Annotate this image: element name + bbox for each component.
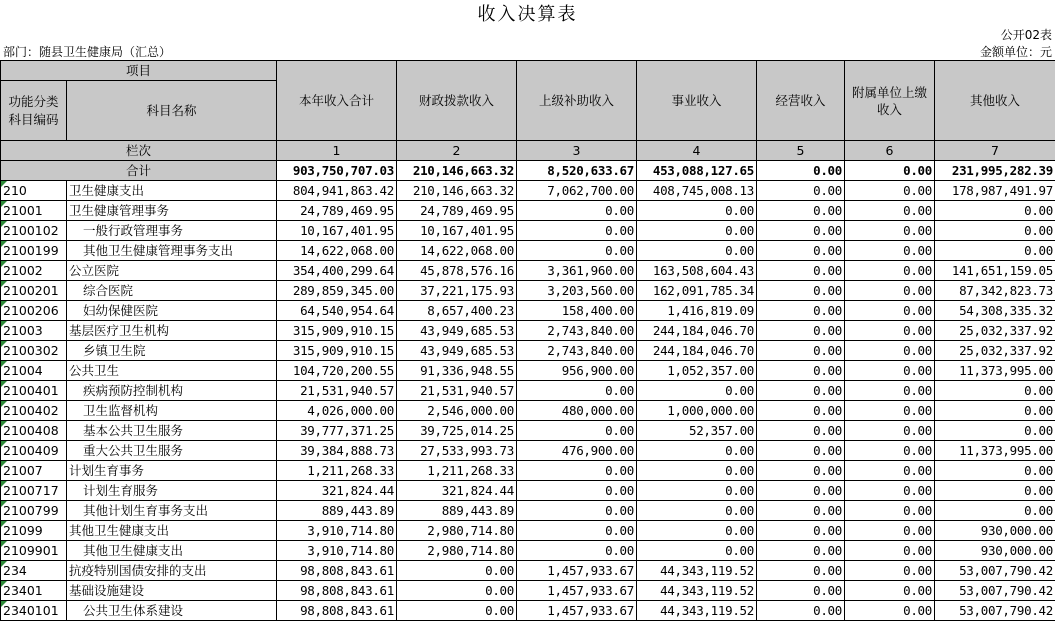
amount-cell[interactable]: 0.00: [845, 521, 935, 541]
amount-unit-label: 金额单位：元: [979, 45, 1052, 59]
amount-cell[interactable]: 37,221,175.93: [397, 281, 517, 301]
amount-cell[interactable]: 39,725,014.25: [397, 421, 517, 441]
table-row: [1, 221, 1055, 241]
amount-cell[interactable]: 0.00: [935, 461, 1055, 481]
index-num: 3: [517, 141, 637, 161]
table-row: [1, 321, 1055, 341]
amount-cell[interactable]: 1,211,268.33: [397, 461, 517, 481]
amount-cell[interactable]: 1,211,268.33: [277, 461, 397, 481]
amount-cell[interactable]: 52,357.00: [637, 421, 757, 441]
amount-cell[interactable]: 2,743,840.00: [517, 321, 637, 341]
subject-name-cell[interactable]: 公共卫生体系建设: [67, 601, 277, 621]
amount-cell[interactable]: 889,443.89: [397, 501, 517, 521]
amount-cell[interactable]: 0.00: [517, 501, 637, 521]
table-row: [1, 241, 1055, 261]
amount-cell[interactable]: 10,167,401.95: [397, 221, 517, 241]
amount-cell[interactable]: 39,777,371.25: [277, 421, 397, 441]
function-code-cell[interactable]: 2100409: [1, 441, 67, 461]
header-operating[interactable]: 经营收入: [757, 61, 845, 141]
subject-name-cell[interactable]: 其他卫生健康管理事务支出: [67, 241, 277, 261]
amount-cell[interactable]: 0.00: [517, 201, 637, 221]
header-subject-name[interactable]: 科目名称: [67, 81, 277, 141]
amount-cell[interactable]: 889,443.89: [277, 501, 397, 521]
table-row: [1, 521, 1055, 541]
amount-cell[interactable]: 0.00: [637, 221, 757, 241]
amount-cell[interactable]: 0.00: [517, 481, 637, 501]
amount-cell[interactable]: 25,032,337.92: [935, 341, 1055, 361]
amount-cell[interactable]: 87,342,823.73: [935, 281, 1055, 301]
amount-cell[interactable]: 0.00: [637, 521, 757, 541]
table-row: [1, 301, 1055, 321]
amount-cell[interactable]: 1,052,357.00: [637, 361, 757, 381]
subject-name-cell[interactable]: 疾病预防控制机构: [67, 381, 277, 401]
amount-cell[interactable]: 930,000.00: [935, 521, 1055, 541]
total-cell[interactable]: 8,520,633.67: [517, 161, 637, 181]
amount-cell[interactable]: 4,026,000.00: [277, 401, 397, 421]
amount-cell[interactable]: 0.00: [935, 481, 1055, 501]
amount-cell[interactable]: 14,622,068.00: [277, 241, 397, 261]
amount-cell[interactable]: 2,980,714.80: [397, 541, 517, 561]
subject-name-cell[interactable]: 计划生育服务: [67, 481, 277, 501]
table-body: [1, 181, 1055, 621]
total-cell[interactable]: 903,750,707.03: [277, 161, 397, 181]
amount-cell[interactable]: 0.00: [757, 381, 845, 401]
amount-cell[interactable]: 0.00: [845, 401, 935, 421]
amount-cell[interactable]: 44,343,119.52: [637, 581, 757, 601]
function-code-cell[interactable]: 2100402: [1, 401, 67, 421]
amount-cell[interactable]: 0.00: [845, 581, 935, 601]
amount-cell[interactable]: 244,184,046.70: [637, 341, 757, 361]
amount-cell[interactable]: 0.00: [845, 321, 935, 341]
total-cell[interactable]: 453,088,127.65: [637, 161, 757, 181]
amount-cell[interactable]: 0.00: [845, 561, 935, 581]
amount-cell[interactable]: 21,531,940.57: [277, 381, 397, 401]
amount-cell[interactable]: 0.00: [845, 301, 935, 321]
amount-cell[interactable]: 7,062,700.00: [517, 181, 637, 201]
table-row: [1, 501, 1055, 521]
amount-cell[interactable]: 2,980,714.80: [397, 521, 517, 541]
amount-cell[interactable]: 321,824.44: [277, 481, 397, 501]
amount-cell[interactable]: 0.00: [757, 221, 845, 241]
table-row: [1, 281, 1055, 301]
amount-cell[interactable]: 0.00: [517, 381, 637, 401]
table-row: [1, 201, 1055, 221]
amount-cell[interactable]: 315,909,910.15: [277, 321, 397, 341]
index-num: 7: [935, 141, 1055, 161]
amount-cell[interactable]: 0.00: [845, 281, 935, 301]
total-row-label: 合计: [1, 161, 277, 181]
subject-name-cell[interactable]: 基本公共卫生服务: [67, 421, 277, 441]
table-row: [1, 601, 1055, 621]
amount-cell[interactable]: 0.00: [757, 361, 845, 381]
function-code-cell[interactable]: 2100206: [1, 301, 67, 321]
table-row: [1, 401, 1055, 421]
function-code-cell[interactable]: 23401: [1, 581, 67, 601]
amount-cell[interactable]: 0.00: [757, 481, 845, 501]
amount-cell[interactable]: 3,361,960.00: [517, 261, 637, 281]
amount-cell[interactable]: 289,859,345.00: [277, 281, 397, 301]
amount-cell[interactable]: 3,203,560.00: [517, 281, 637, 301]
amount-cell[interactable]: 43,949,685.53: [397, 321, 517, 341]
amount-cell[interactable]: 0.00: [845, 221, 935, 241]
function-code-cell[interactable]: 2100717: [1, 481, 67, 501]
function-code-cell[interactable]: 2100302: [1, 341, 67, 361]
amount-cell[interactable]: 163,508,604.43: [637, 261, 757, 281]
amount-cell[interactable]: 0.00: [845, 181, 935, 201]
total-cell[interactable]: 0.00: [845, 161, 935, 181]
amount-cell[interactable]: 8,657,400.23: [397, 301, 517, 321]
index-label: 栏次: [1, 141, 277, 161]
amount-cell[interactable]: 25,032,337.92: [935, 321, 1055, 341]
index-num: 6: [845, 141, 935, 161]
amount-cell[interactable]: 0.00: [845, 361, 935, 381]
amount-cell[interactable]: 0.00: [757, 541, 845, 561]
amount-cell[interactable]: 98,808,843.61: [277, 561, 397, 581]
amount-cell[interactable]: 0.00: [637, 461, 757, 481]
amount-cell[interactable]: 53,007,790.42: [935, 601, 1055, 621]
index-num: 1: [277, 141, 397, 161]
amount-cell[interactable]: 53,007,790.42: [935, 561, 1055, 581]
amount-cell[interactable]: 44,343,119.52: [637, 561, 757, 581]
subject-name-cell[interactable]: 卫生监督机构: [67, 401, 277, 421]
amount-cell[interactable]: 0.00: [637, 241, 757, 261]
header-affiliated[interactable]: 附属单位上缴收入: [845, 61, 935, 141]
amount-cell[interactable]: 53,007,790.42: [935, 581, 1055, 601]
function-code-cell[interactable]: 2100799: [1, 501, 67, 521]
amount-cell[interactable]: 0.00: [757, 201, 845, 221]
department-label: 部门：随县卫生健康局（汇总）: [3, 45, 172, 59]
amount-cell[interactable]: 0.00: [845, 501, 935, 521]
header-other[interactable]: 其他收入: [935, 61, 1055, 141]
index-num: 2: [397, 141, 517, 161]
subject-name-cell[interactable]: 一般行政管理事务: [67, 221, 277, 241]
amount-cell[interactable]: 98,808,843.61: [277, 601, 397, 621]
amount-cell[interactable]: 0.00: [845, 461, 935, 481]
amount-cell[interactable]: 0.00: [935, 421, 1055, 441]
header-superior[interactable]: 上级补助收入: [517, 61, 637, 141]
amount-cell[interactable]: 91,336,948.55: [397, 361, 517, 381]
amount-cell[interactable]: 54,308,335.32: [935, 301, 1055, 321]
subject-name-cell[interactable]: 公共卫生: [67, 361, 277, 381]
function-code-cell[interactable]: 210: [1, 181, 67, 201]
amount-cell[interactable]: 27,533,993.73: [397, 441, 517, 461]
amount-cell[interactable]: 354,400,299.64: [277, 261, 397, 281]
subject-name-cell[interactable]: 其他卫生健康支出: [67, 541, 277, 561]
amount-cell[interactable]: 0.00: [397, 581, 517, 601]
header-item-group: 项目: [1, 61, 277, 81]
amount-cell[interactable]: 98,808,843.61: [277, 581, 397, 601]
subject-name-cell[interactable]: 抗疫特别国债安排的支出: [67, 561, 277, 581]
amount-cell[interactable]: 0.00: [517, 241, 637, 261]
amount-cell[interactable]: 45,878,576.16: [397, 261, 517, 281]
amount-cell[interactable]: 44,343,119.52: [637, 601, 757, 621]
amount-cell[interactable]: 24,789,469.95: [397, 201, 517, 221]
amount-cell[interactable]: 64,540,954.64: [277, 301, 397, 321]
table-row: [1, 561, 1055, 581]
function-code-cell[interactable]: 21004: [1, 361, 67, 381]
amount-cell[interactable]: 930,000.00: [935, 541, 1055, 561]
amount-cell[interactable]: 1,457,933.67: [517, 561, 637, 581]
amount-cell[interactable]: 0.00: [935, 241, 1055, 261]
subject-name-cell[interactable]: 其他计划生育事务支出: [67, 501, 277, 521]
amount-cell[interactable]: 2,743,840.00: [517, 341, 637, 361]
table-row: [1, 381, 1055, 401]
amount-cell[interactable]: 14,622,068.00: [397, 241, 517, 261]
amount-cell[interactable]: 0.00: [757, 601, 845, 621]
header-business[interactable]: 事业收入: [637, 61, 757, 141]
function-code-cell[interactable]: 234: [1, 561, 67, 581]
amount-cell[interactable]: 0.00: [935, 401, 1055, 421]
amount-cell[interactable]: 0.00: [637, 441, 757, 461]
amount-cell[interactable]: 3,910,714.80: [277, 541, 397, 561]
amount-cell[interactable]: 0.00: [845, 421, 935, 441]
amount-cell[interactable]: 0.00: [757, 181, 845, 201]
amount-cell[interactable]: 1,000,000.00: [637, 401, 757, 421]
amount-cell[interactable]: 0.00: [845, 261, 935, 281]
amount-cell[interactable]: 0.00: [637, 381, 757, 401]
amount-cell[interactable]: 0.00: [757, 301, 845, 321]
amount-cell[interactable]: 0.00: [637, 501, 757, 521]
amount-cell[interactable]: 0.00: [845, 241, 935, 261]
table-row: [1, 441, 1055, 461]
amount-cell[interactable]: 0.00: [517, 421, 637, 441]
subject-name-cell[interactable]: 卫生健康管理事务: [67, 201, 277, 221]
table-row: [1, 421, 1055, 441]
amount-cell[interactable]: 0.00: [517, 521, 637, 541]
function-code-cell[interactable]: 21007: [1, 461, 67, 481]
table-row: [1, 341, 1055, 361]
subject-name-cell[interactable]: 基础设施建设: [67, 581, 277, 601]
amount-cell[interactable]: 210,146,663.32: [397, 181, 517, 201]
total-cell[interactable]: 210,146,663.32: [397, 161, 517, 181]
income-table: [0, 60, 1055, 621]
amount-cell[interactable]: 0.00: [845, 341, 935, 361]
subject-name-cell[interactable]: 卫生健康支出: [67, 181, 277, 201]
amount-cell[interactable]: 21,531,940.57: [397, 381, 517, 401]
amount-cell[interactable]: 10,167,401.95: [277, 221, 397, 241]
amount-cell[interactable]: 162,091,785.34: [637, 281, 757, 301]
table-row: [1, 581, 1055, 601]
amount-cell[interactable]: 0.00: [757, 401, 845, 421]
subject-name-cell[interactable]: 重大公共卫生服务: [67, 441, 277, 461]
table-row: [1, 541, 1055, 561]
amount-cell[interactable]: 0.00: [517, 541, 637, 561]
amount-cell[interactable]: 0.00: [757, 441, 845, 461]
amount-cell[interactable]: 476,900.00: [517, 441, 637, 461]
amount-cell[interactable]: 956,900.00: [517, 361, 637, 381]
amount-cell[interactable]: 0.00: [845, 201, 935, 221]
amount-cell[interactable]: 11,373,995.00: [935, 441, 1055, 461]
function-code-cell[interactable]: 2100102: [1, 221, 67, 241]
amount-cell[interactable]: 0.00: [637, 481, 757, 501]
function-code-cell[interactable]: 2340101: [1, 601, 67, 621]
amount-cell[interactable]: 1,416,819.09: [637, 301, 757, 321]
amount-cell[interactable]: 0.00: [757, 261, 845, 281]
amount-cell[interactable]: 158,400.00: [517, 301, 637, 321]
amount-cell[interactable]: 0.00: [637, 541, 757, 561]
function-code-cell[interactable]: 21099: [1, 521, 67, 541]
subject-name-cell[interactable]: 其他卫生健康支出: [67, 521, 277, 541]
subject-name-cell[interactable]: 计划生育事务: [67, 461, 277, 481]
function-code-cell[interactable]: 2109901: [1, 541, 67, 561]
subject-name-cell[interactable]: 综合医院: [67, 281, 277, 301]
subject-name-cell[interactable]: 妇幼保健医院: [67, 301, 277, 321]
amount-cell[interactable]: 0.00: [845, 441, 935, 461]
amount-cell[interactable]: 0.00: [935, 501, 1055, 521]
amount-cell[interactable]: 0.00: [757, 241, 845, 261]
function-code-cell[interactable]: 21001: [1, 201, 67, 221]
amount-cell[interactable]: 1,457,933.67: [517, 601, 637, 621]
amount-cell[interactable]: 0.00: [397, 601, 517, 621]
amount-cell[interactable]: 244,184,046.70: [637, 321, 757, 341]
amount-cell[interactable]: 0.00: [757, 341, 845, 361]
amount-cell[interactable]: 0.00: [757, 521, 845, 541]
amount-cell[interactable]: 11,373,995.00: [935, 361, 1055, 381]
amount-cell[interactable]: 0.00: [845, 601, 935, 621]
amount-cell[interactable]: 315,909,910.15: [277, 341, 397, 361]
amount-cell[interactable]: 0.00: [935, 201, 1055, 221]
amount-cell[interactable]: 804,941,863.42: [277, 181, 397, 201]
amount-cell[interactable]: 0.00: [397, 561, 517, 581]
amount-cell[interactable]: 178,987,491.97: [935, 181, 1055, 201]
amount-cell[interactable]: 0.00: [757, 561, 845, 581]
function-code-cell[interactable]: 2100201: [1, 281, 67, 301]
amount-cell[interactable]: 0.00: [637, 201, 757, 221]
amount-cell[interactable]: 43,949,685.53: [397, 341, 517, 361]
function-code-cell[interactable]: 21002: [1, 261, 67, 281]
header-fiscal[interactable]: 财政拨款收入: [397, 61, 517, 141]
table-row: [1, 181, 1055, 201]
amount-cell[interactable]: 0.00: [935, 381, 1055, 401]
amount-cell[interactable]: 0.00: [757, 501, 845, 521]
amount-cell[interactable]: 0.00: [757, 581, 845, 601]
function-code-cell[interactable]: 2100401: [1, 381, 67, 401]
amount-cell[interactable]: 141,651,159.05: [935, 261, 1055, 281]
amount-cell[interactable]: 39,384,888.73: [277, 441, 397, 461]
total-cell[interactable]: 231,995,282.39: [935, 161, 1055, 181]
header-func-code[interactable]: 功能分类 科目编码: [1, 81, 67, 141]
amount-cell[interactable]: 0.00: [757, 321, 845, 341]
amount-cell[interactable]: 0.00: [935, 221, 1055, 241]
amount-cell[interactable]: 1,457,933.67: [517, 581, 637, 601]
table-row: [1, 481, 1055, 501]
amount-cell[interactable]: 0.00: [845, 541, 935, 561]
amount-cell[interactable]: 104,720,200.55: [277, 361, 397, 381]
subject-name-cell[interactable]: 基层医疗卫生机构: [67, 321, 277, 341]
amount-cell[interactable]: 0.00: [845, 381, 935, 401]
page-title: 收入决算表: [477, 4, 578, 25]
amount-cell[interactable]: 321,824.44: [397, 481, 517, 501]
subject-name-cell[interactable]: 公立医院: [67, 261, 277, 281]
function-code-cell[interactable]: 2100408: [1, 421, 67, 441]
function-code-cell[interactable]: 2100199: [1, 241, 67, 261]
header-total[interactable]: 本年收入合计: [277, 61, 397, 141]
function-code-cell[interactable]: 21003: [1, 321, 67, 341]
table-row: [1, 461, 1055, 481]
amount-cell[interactable]: 480,000.00: [517, 401, 637, 421]
index-num: 4: [637, 141, 757, 161]
amount-cell[interactable]: 0.00: [757, 281, 845, 301]
table-row: [1, 361, 1055, 381]
subject-name-cell[interactable]: 乡镇卫生院: [67, 341, 277, 361]
amount-cell[interactable]: 408,745,008.13: [637, 181, 757, 201]
amount-cell[interactable]: 0.00: [757, 461, 845, 481]
index-num: 5: [757, 141, 845, 161]
table-row: [1, 261, 1055, 281]
amount-cell[interactable]: 24,789,469.95: [277, 201, 397, 221]
amount-cell[interactable]: 0.00: [845, 481, 935, 501]
amount-cell[interactable]: 0.00: [517, 221, 637, 241]
amount-cell[interactable]: 0.00: [517, 461, 637, 481]
amount-cell[interactable]: 0.00: [757, 421, 845, 441]
form-code: 公开02表: [1000, 28, 1052, 42]
amount-cell[interactable]: 3,910,714.80: [277, 521, 397, 541]
total-cell[interactable]: 0.00: [757, 161, 845, 181]
amount-cell[interactable]: 2,546,000.00: [397, 401, 517, 421]
